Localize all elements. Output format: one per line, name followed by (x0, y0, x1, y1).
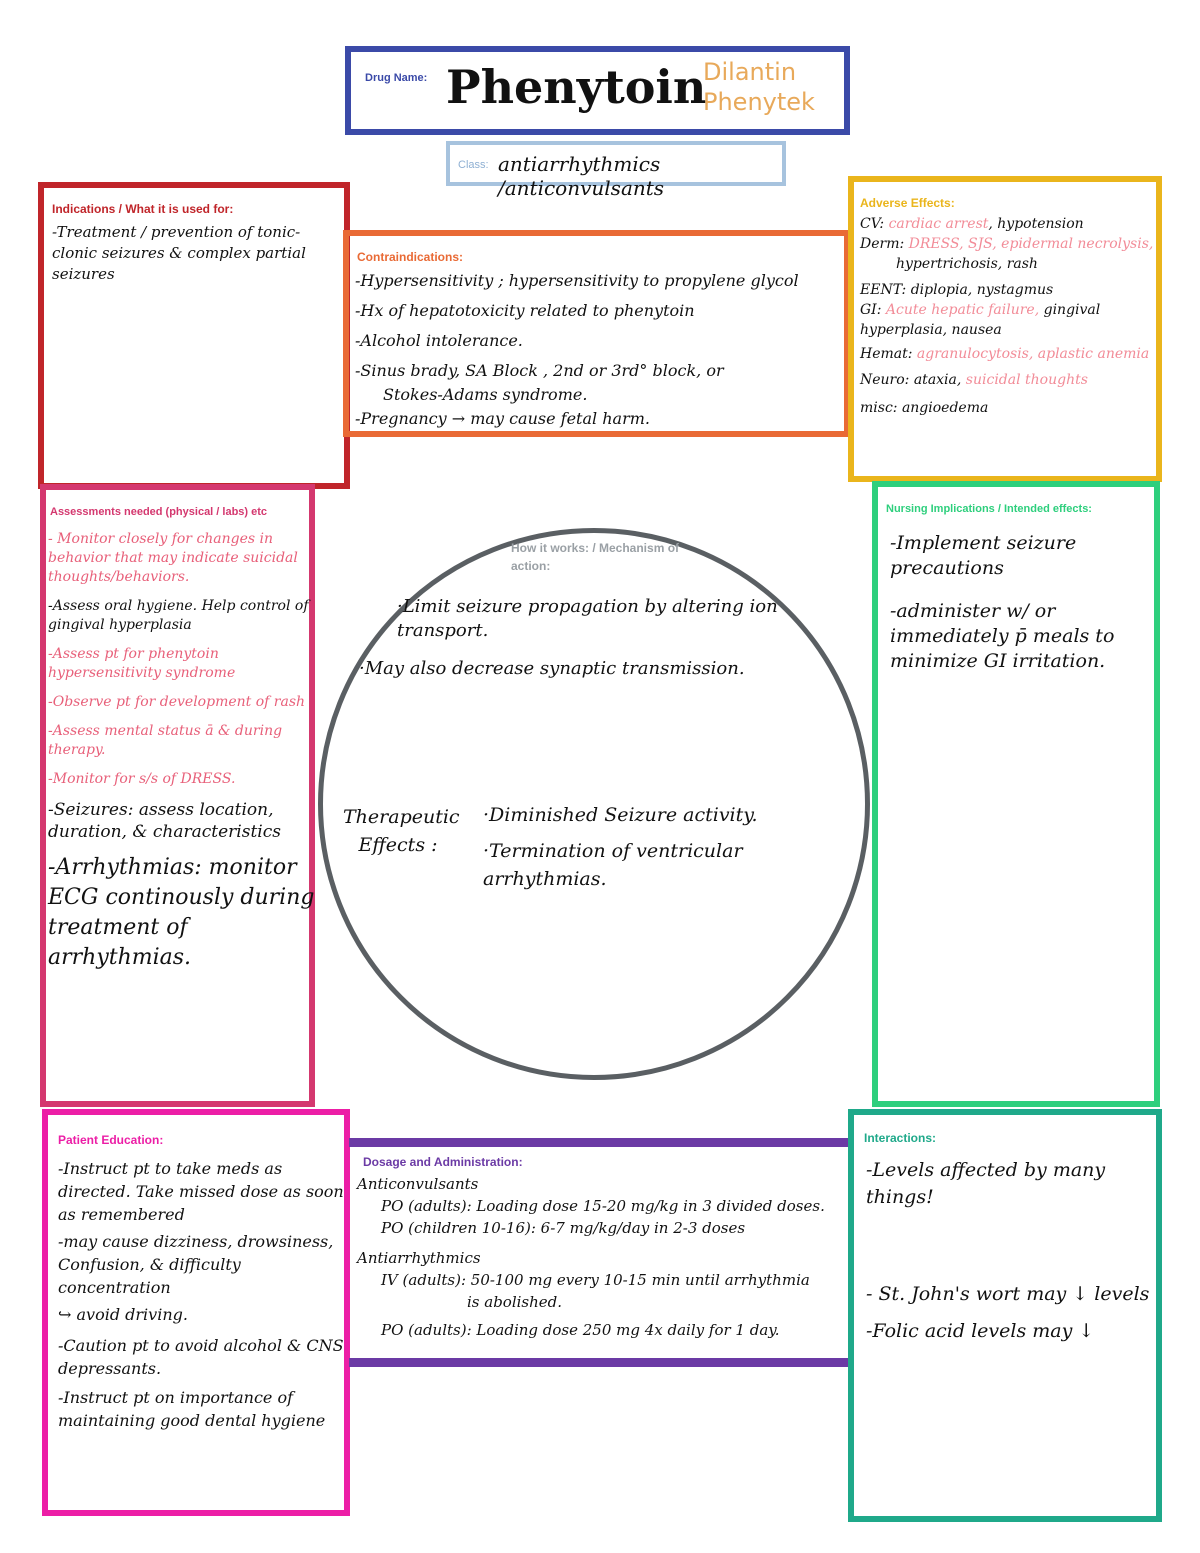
interactions-box (848, 1109, 1162, 1522)
dosage-heading: Anticonvulsants (357, 1175, 479, 1193)
contraindications-label: Contraindications: (357, 250, 464, 264)
interaction-item: -Levels affected by many things! (866, 1159, 1106, 1208)
assessment-item: - Monitor closely for changes in behavior that may indicate suicidal thoughts/behaviors. (48, 531, 298, 585)
dosage-line: IV (adults): 50-100 mg every 10-15 min until arrhythmia (381, 1271, 810, 1289)
assessment-item: -Assess pt for phenytoin hypersensitivity syndrome (48, 646, 236, 681)
class-box (446, 141, 786, 200)
adverse-cv-rest: , hypotension (988, 216, 1084, 232)
nursing-item: -administer w/ or immediately p̄ meals to minimize GI irritation. (890, 600, 1115, 672)
assessment-item: -Observe pt for development of rash (48, 694, 306, 710)
interaction-item: -Folic acid levels may ↓ (866, 1320, 1095, 1342)
dosage-line: PO (children 10-16): 6-7 mg/kg/day in 2-3 doses (381, 1219, 746, 1237)
dosage-line: PO (adults): Loading dose 250 mg 4x daily for 1 day. (381, 1321, 780, 1339)
adverse-neuro (860, 370, 1160, 390)
nursing-implications-label: Nursing Implications / Intended effects: (886, 503, 1092, 515)
adverse-cv-serious: cardiac arrest (888, 216, 989, 232)
adverse-neuro-prefix: Neuro: ataxia, (860, 372, 962, 388)
education-item: -Instruct pt on importance of maintaining good dental hygiene (58, 1388, 326, 1430)
therapeutic-effect: ·Diminished Seizure activity. (483, 804, 758, 826)
adverse-effects-label: Adverse Effects: (860, 196, 955, 210)
contraindications-text (355, 266, 845, 434)
adverse-neuro-serious: suicidal thoughts (965, 372, 1088, 388)
contraindication-item: -Hypersensitivity ; hypersensitivity to propylene glycol (355, 271, 799, 290)
dosage-line: PO (adults): Loading dose 15-20 mg/kg in 3 divided doses. (381, 1197, 825, 1215)
brand-name-1: Dilantin (703, 58, 797, 86)
nursing-implications-box (872, 481, 1160, 1107)
patient-education-box (42, 1109, 350, 1516)
interactions-text (866, 1157, 1161, 1345)
assessment-item: -Seizures: assess location, duration, & characteristics (48, 800, 281, 842)
drug-name-label: Drug Name: (365, 72, 428, 84)
interactions-label: Interactions: (864, 1131, 937, 1145)
interaction-item: - St. John's wort may ↓ levels (866, 1283, 1150, 1305)
assessment-item: -Assess mental status ā & during therapy. (48, 723, 283, 758)
patient-education-label: Patient Education: (58, 1133, 164, 1147)
adverse-gi-serious: Acute hepatic failure, (885, 302, 1040, 318)
assessments-label: Assessments needed (physical / labs) etc (50, 506, 268, 518)
adverse-effects-text (860, 214, 1160, 418)
adverse-gi-prefix: GI: (860, 302, 882, 318)
contraindication-item: -Pregnancy → may cause fetal harm. (355, 409, 650, 428)
drug-name: Phenytoin (446, 60, 707, 114)
therapeutic-effects-label: Therapeutic Effects : (343, 806, 460, 856)
education-item: -Instruct pt to take meds as directed. Take missed dose as soon as remembered (58, 1159, 344, 1224)
assessment-item: -Assess oral hygiene. Help control of gingival hyperplasia (48, 598, 309, 633)
contraindication-item: -Sinus brady, SA Block , 2nd or 3rd° block, or (355, 361, 724, 380)
adverse-derm-prefix: Derm: (860, 236, 905, 252)
patient-education-text (58, 1157, 348, 1432)
assessments-box (40, 484, 315, 1107)
adverse-derm-serious: DRESS, SJS, epidermal necrolysis, (908, 236, 1154, 252)
indications-label: Indications / What it is used for: (52, 202, 234, 216)
indications-box (38, 182, 350, 489)
mechanism-circle (318, 528, 870, 1080)
therapeutic-effects-text (483, 801, 853, 893)
indications-line: -Treatment / prevention of tonic-clonic seizures & complex partial seizures (52, 223, 306, 283)
class-label: Class: (458, 159, 489, 171)
dosage-label: Dosage and Administration: (363, 1155, 523, 1169)
mechanism-line: ·Limit seizure propagation by altering ion transport. (397, 596, 778, 641)
drug-name-box (345, 46, 850, 135)
adverse-effects-box (848, 176, 1162, 482)
assessment-item: -Arrhythmias: monitor ECG continously during treatment of arrhythmias. (48, 855, 315, 970)
class-value: antiarrhythmics /anticonvulsants (498, 152, 665, 200)
adverse-eent: EENT: diplopia, nystagmus (860, 282, 1054, 298)
mechanism-label: How it works: / Mechanism of action: (511, 541, 680, 573)
nursing-implications-text (890, 531, 1160, 674)
contraindication-item-cont: Stokes-Adams syndrome. (383, 385, 588, 404)
contraindications-box (343, 230, 850, 437)
adverse-derm (860, 234, 1160, 274)
adverse-gi (860, 300, 1160, 340)
indications-text (52, 222, 342, 285)
mechanism-text (359, 595, 829, 681)
education-item: -may cause dizziness, drowsiness, Confusion, & difficulty concentration (58, 1232, 334, 1297)
therapeutic-effect: ·Termination of ventricular arrhythmias. (483, 840, 743, 890)
dosage-box (349, 1138, 852, 1367)
mechanism-line: ·May also decrease synaptic transmission. (359, 658, 745, 679)
assessment-item: -Monitor for s/s of DRESS. (48, 771, 236, 787)
adverse-hemat (860, 344, 1160, 364)
brand-name-2: Phenytek (703, 88, 815, 116)
assessments-text (48, 530, 316, 983)
adverse-hemat-prefix: Hemat: (860, 346, 913, 362)
nursing-item: -Implement seizure precautions (890, 532, 1077, 579)
adverse-cv-prefix: CV: (860, 216, 885, 232)
dosage-heading: Antiarrhythmics (357, 1249, 481, 1267)
adverse-gi-rest: gingival hyperplasia, nausea (860, 302, 1101, 338)
adverse-derm-rest: hypertrichosis, rash (896, 256, 1038, 272)
dosage-line-cont: is abolished. (467, 1293, 563, 1311)
dosage-text (357, 1173, 842, 1341)
contraindication-item: -Alcohol intolerance. (355, 331, 523, 350)
education-item: -Caution pt to avoid alcohol & CNS depressants. (58, 1336, 344, 1378)
education-item: ↪ avoid driving. (58, 1305, 188, 1324)
adverse-hemat-serious: agranulocytosis, aplastic anemia (916, 346, 1150, 362)
adverse-cv (860, 214, 1160, 234)
adverse-misc: misc: angioedema (860, 400, 989, 416)
contraindication-item: -Hx of hepatotoxicity related to phenytoin (355, 301, 695, 320)
